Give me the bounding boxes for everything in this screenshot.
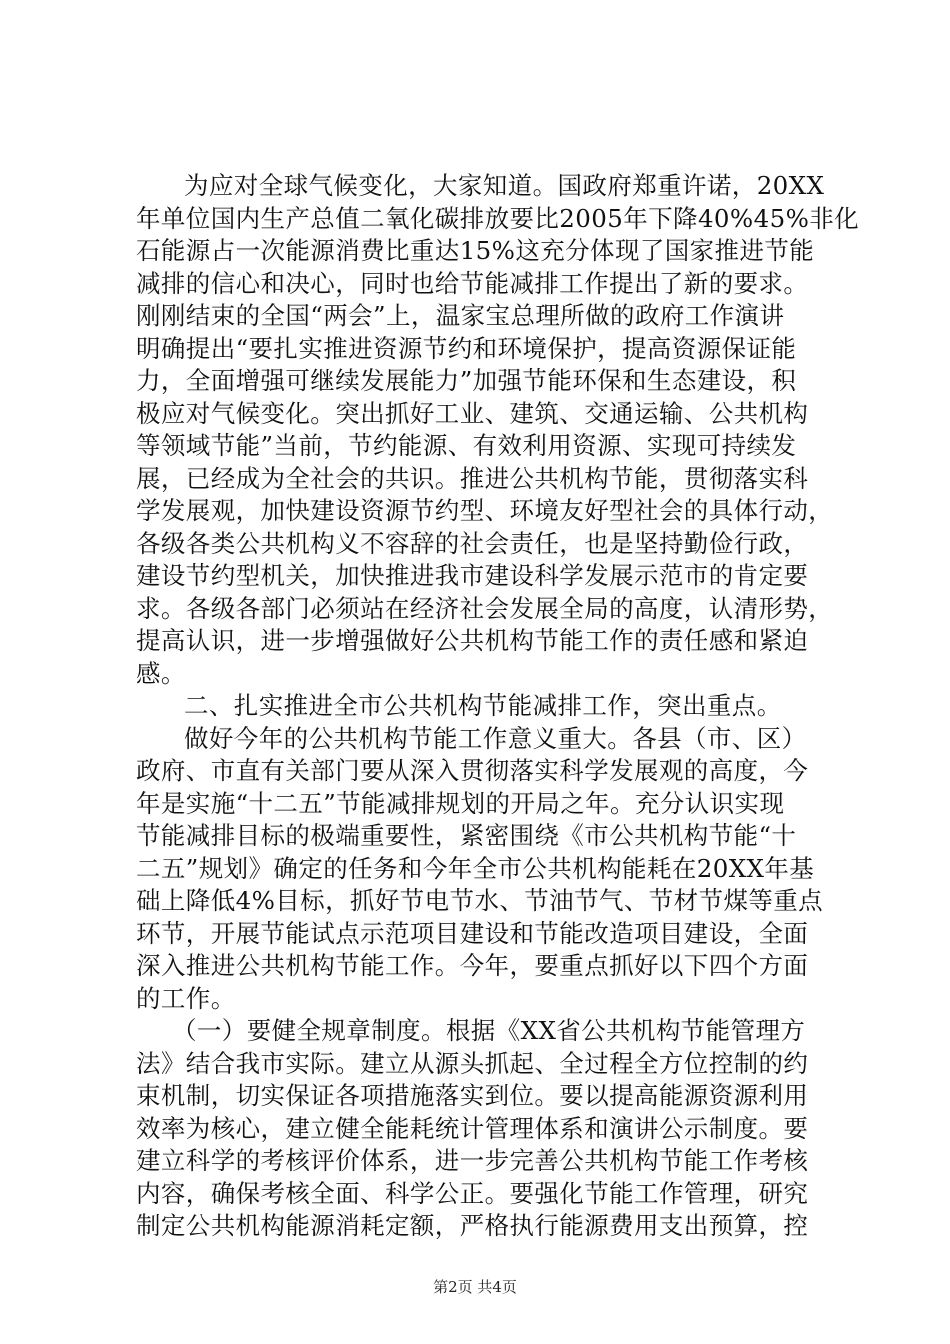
text-line: 减排的信心和决心，同时也给节能减排工作提出了新的要求。 <box>136 268 809 298</box>
text-line: 刚刚结束的全国“两会”上，温家宝总理所做的政府工作演讲 <box>136 301 785 330</box>
document-body <box>136 170 860 1243</box>
text-line: 建立科学的考核评价体系，进一步完善公共机构节能工作考核 <box>136 1146 809 1175</box>
text-line: 制定公共机构能源消耗定额，严格执行能源费用支出预算，控 <box>136 1211 809 1240</box>
text-line: 内容，确保考核全面、科学公正。要强化节能工作管理，研究 <box>136 1178 809 1208</box>
page-number-footer: 第2页 共4页 <box>433 1278 517 1296</box>
text-line: 年是实施“十二五”节能减排规划的开局之年。充分认识实现 <box>136 788 785 818</box>
text-line: 石能源占一次能源消费比重达15%这充分体现了国家推进节能 <box>136 236 815 265</box>
text-line: 学发展观，加快建设资源节约型、环境友好型社会的具体行动， <box>136 496 834 525</box>
text-line: 做好今年的公共机构节能工作意义重大。各县（市、区） <box>184 723 807 753</box>
text-line: 政府、市直有关部门要从深入贯彻落实科学发展观的高度，今 <box>136 756 809 785</box>
section-heading: 二、扎实推进全市公共机构节能减排工作，突出重点。 <box>184 691 782 720</box>
text-line: 感。 <box>136 658 186 688</box>
text-line: 效率为核心，建立健全能耗统计管理体系和演讲公示制度。要 <box>136 1113 809 1143</box>
text-line: 力，全面增强可继续发展能力”加强节能环保和生态建设，积 <box>136 366 797 395</box>
subsection-heading: （一）要健全规章制度。根据《XX省公共机构节能管理方 <box>172 1016 806 1045</box>
text-line: 深入推进公共机构节能工作。今年，要重点抓好以下四个方面 <box>136 951 809 980</box>
text-line: 建设节约型机关，加快推进我市建设科学发展示范市的肯定要 <box>136 561 809 590</box>
text-line: 础上降低4%目标，抓好节电节水、节油节气、节材节煤等重点 <box>136 886 824 915</box>
text-line: 提高认识，进一步增强做好公共机构节能工作的责任感和紧迫 <box>136 626 809 655</box>
text-line: 束机制，切实保证各项措施落实到位。要以提高能源资源利用 <box>136 1081 809 1110</box>
text-line: 极应对气候变化。突出抓好工业、建筑、交通运输、公共机构 <box>136 398 809 428</box>
text-line: 法》结合我市实际。建立从源头抓起、全过程全方位控制的约 <box>136 1048 809 1078</box>
text-line: 二五”规划》确定的任务和今年全市公共机构能耗在20XX年基 <box>136 853 815 883</box>
text-line: 明确提出“要扎实推进资源节约和环境保护，提高资源保证能 <box>136 333 797 363</box>
text-line: 节能减排目标的极端重要性，紧密围绕《市公共机构节能“十 <box>136 821 797 850</box>
text-line: 为应对全球气候变化，大家知道。国政府郑重许诺，20XX <box>184 171 825 200</box>
text-line: 的工作。 <box>136 983 236 1013</box>
text-line: 环节，开展节能试点示范项目建设和节能改造项目建设，全面 <box>136 918 809 948</box>
text-line: 年单位国内生产总值二氧化碳排放要比2005年下降40%45%非化 <box>136 203 860 233</box>
text-line: 求。各级各部门必须站在经济社会发展全局的高度，认清形势， <box>136 593 834 623</box>
text-line: 展，已经成为全社会的共识。推进公共机构节能，贯彻落实科 <box>136 463 809 493</box>
text-line: 等领域节能”当前，节约能源、有效利用资源、实现可持续发 <box>136 431 797 460</box>
text-line: 各级各类公共机构义不容辞的社会责任，也是坚持勤俭行政， <box>136 528 809 558</box>
